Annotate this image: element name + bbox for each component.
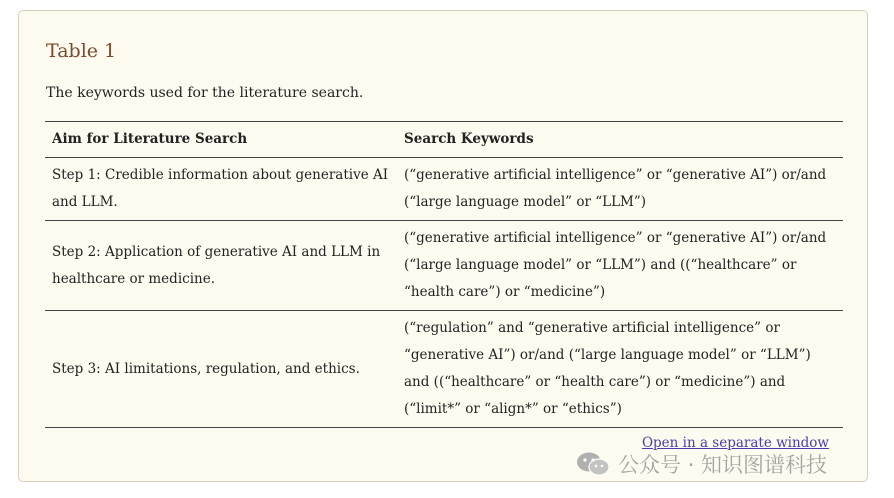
keywords-cell: (“generative artificial intelligence” or “generative AI”) or/and (“large language model” or “LLM”): [397, 158, 843, 221]
keywords-cell: (“generative artificial intelligence” or “generative AI”) or/and (“large language model” or “LLM”) and ((“healthcare” or “health care”) or “medicine”): [397, 221, 843, 311]
table-panel: [18, 10, 868, 482]
table-title: Table 1: [46, 40, 117, 62]
aim-cell: Step 3: AI limitations, regulation, and ethics.: [45, 311, 397, 428]
wechat-icon: [576, 451, 610, 477]
table-row: [45, 158, 843, 221]
aim-cell: Step 1: Credible information about generative AI and LLM.: [45, 158, 397, 221]
keywords-table: [45, 121, 843, 428]
open-in-separate-window-link[interactable]: Open in a separate window: [641, 435, 829, 451]
table-row: [45, 311, 843, 428]
table-row: [45, 221, 843, 311]
keywords-cell: (“regulation” and “generative artificial intelligence” or “generative AI”) or/and (“large language model” or “LLM”) and ((“healthcare” or “health care”) or “medicine”) and (“limit*” or “align*” or “ethics”): [397, 311, 843, 428]
watermark: [576, 449, 827, 479]
column-header-keywords: Search Keywords: [397, 122, 843, 158]
watermark-text: 公众号 · 知识图谱科技: [618, 453, 828, 477]
column-header-aim: Aim for Literature Search: [45, 122, 397, 158]
table-caption: The keywords used for the literature search.: [46, 85, 364, 101]
table-header-row: [45, 122, 843, 158]
aim-cell: Step 2: Application of generative AI and LLM in healthcare or medicine.: [45, 221, 397, 311]
